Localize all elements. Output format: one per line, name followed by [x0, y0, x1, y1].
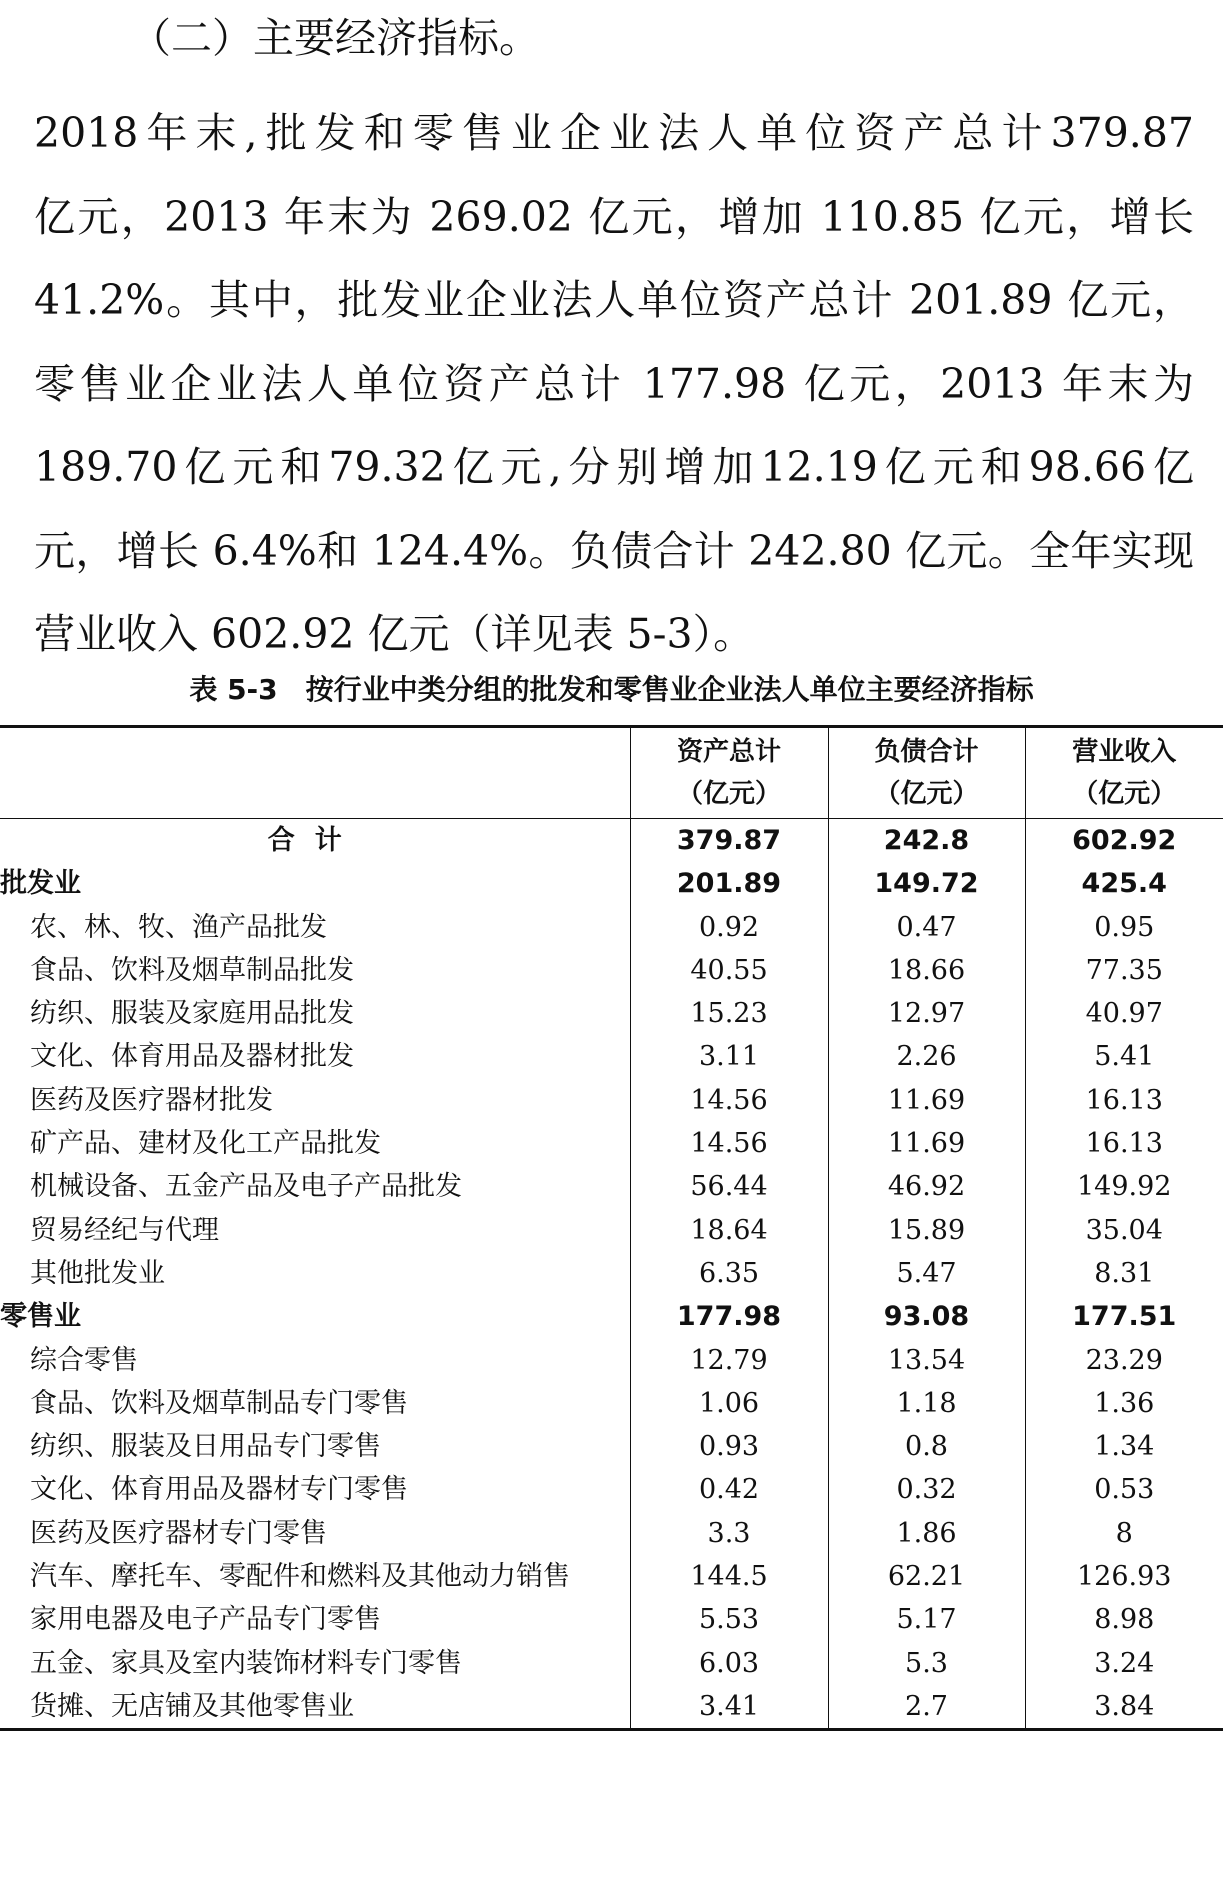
cell-operating-revenue: 425.4 [1025, 862, 1223, 905]
row-category-name: 批发业 [0, 868, 81, 900]
cell-total-assets: 201.89 [630, 862, 828, 905]
header-operating-revenue [1025, 727, 1223, 819]
cell-total-liabilities: 5.17 [828, 1598, 1025, 1641]
table-row [0, 1468, 1223, 1511]
header-label: 营业收入 [1072, 737, 1177, 767]
paragraph-line: 189.70亿元和79.32亿元,分别增加12.19亿元和98.66亿 [34, 443, 1194, 491]
table-row [0, 1685, 1223, 1730]
section-heading: （二）主要经济指标。 [130, 14, 540, 62]
table-row [0, 1209, 1223, 1252]
cell-total-assets: 0.92 [630, 906, 828, 949]
cell-operating-revenue: 1.36 [1025, 1382, 1223, 1425]
cell-operating-revenue: 602.92 [1025, 819, 1223, 863]
cell-total-assets: 5.53 [630, 1598, 828, 1641]
row-category-name: 医药及医疗器材专门零售 [30, 1517, 327, 1549]
cell-total-assets: 6.03 [630, 1642, 828, 1685]
cell-operating-revenue: 40.97 [1025, 992, 1223, 1035]
row-category-name: 综合零售 [30, 1344, 138, 1376]
cell-total-liabilities: 149.72 [828, 862, 1025, 905]
cell-total-liabilities: 1.18 [828, 1382, 1025, 1425]
cell-total-assets: 144.5 [630, 1555, 828, 1598]
cell-operating-revenue: 0.95 [1025, 906, 1223, 949]
cell-total-liabilities: 11.69 [828, 1122, 1025, 1165]
cell-total-liabilities: 15.89 [828, 1209, 1025, 1252]
cell-operating-revenue: 126.93 [1025, 1555, 1223, 1598]
row-category-name: 五金、家具及室内装饰材料专门零售 [30, 1647, 462, 1679]
cell-operating-revenue: 8 [1025, 1512, 1223, 1555]
header-category [0, 727, 630, 819]
row-category-name: 汽车、摩托车、零配件和燃料及其他动力销售 [30, 1561, 570, 1593]
cell-total-assets: 40.55 [630, 949, 828, 992]
row-category-name: 机械设备、五金产品及电子产品批发 [30, 1171, 462, 1203]
cell-operating-revenue: 16.13 [1025, 1122, 1223, 1165]
cell-operating-revenue: 8.31 [1025, 1252, 1223, 1295]
table-row [0, 819, 1223, 863]
cell-total-liabilities: 13.54 [828, 1339, 1025, 1382]
paragraph-line: 2018年末,批发和零售业企业法人单位资产总计379.87 [34, 109, 1194, 157]
cell-total-assets: 0.93 [630, 1425, 828, 1468]
cell-total-liabilities: 0.8 [828, 1425, 1025, 1468]
table-row [0, 1642, 1223, 1685]
paragraph-line: 亿元，2013 年末为 269.02 亿元，增加 110.85 亿元，增长 [34, 192, 1194, 241]
cell-total-liabilities: 0.32 [828, 1468, 1025, 1511]
cell-total-liabilities: 46.92 [828, 1165, 1025, 1208]
table-header-row [0, 727, 1223, 819]
table-row [0, 1295, 1223, 1338]
row-category-name: 货摊、无店铺及其他零售业 [0, 1685, 630, 1730]
row-category-name: 其他批发业 [30, 1257, 165, 1289]
header-unit: （亿元） [874, 779, 979, 809]
table-row [0, 862, 1223, 905]
row-category-name: 食品、饮料及烟草制品专门零售 [30, 1387, 408, 1419]
table-row [0, 1252, 1223, 1295]
cell-total-liabilities: 18.66 [828, 949, 1025, 992]
row-category-name: 矿产品、建材及化工产品批发 [30, 1128, 381, 1160]
table-row [0, 1079, 1223, 1122]
cell-operating-revenue: 5.41 [1025, 1035, 1223, 1078]
table-row [0, 1035, 1223, 1078]
cell-operating-revenue: 23.29 [1025, 1339, 1223, 1382]
cell-total-liabilities: 0.47 [828, 906, 1025, 949]
cell-total-assets: 6.35 [630, 1252, 828, 1295]
row-category-name: 合计 [267, 825, 362, 856]
header-label: 负债合计 [874, 737, 979, 767]
cell-total-assets: 177.98 [630, 1295, 828, 1338]
table-row [0, 1122, 1223, 1165]
paragraph-line: 营业收入 602.92 亿元（详见表 5-3）。 [34, 610, 755, 658]
row-category-name: 纺织、服装及日用品专门零售 [30, 1431, 381, 1463]
row-category-name: 医药及医疗器材批发 [30, 1084, 273, 1116]
table-row [0, 906, 1223, 949]
cell-total-assets: 379.87 [630, 819, 828, 863]
cell-operating-revenue: 1.34 [1025, 1425, 1223, 1468]
cell-total-assets: 18.64 [630, 1209, 828, 1252]
table-row [0, 1382, 1223, 1425]
table-row [0, 949, 1223, 992]
cell-total-liabilities: 5.47 [828, 1252, 1025, 1295]
cell-total-assets: 12.79 [630, 1339, 828, 1382]
row-category-name: 贸易经纪与代理 [30, 1214, 219, 1246]
cell-total-assets: 3.11 [630, 1035, 828, 1078]
table-body [0, 819, 1223, 1730]
table-caption: 表 5-3 按行业中类分组的批发和零售业企业法人单位主要经济指标 [189, 673, 1034, 706]
cell-total-liabilities: 1.86 [828, 1512, 1025, 1555]
row-category-name: 文化、体育用品及器材批发 [30, 1041, 354, 1073]
row-category-name: 食品、饮料及烟草制品批发 [30, 954, 354, 986]
paragraph-line: 零售业企业法人单位资产总计 177.98 亿元，2013 年末为 [34, 359, 1194, 408]
table-row [0, 1339, 1223, 1382]
table-row [0, 1425, 1223, 1468]
header-total-liabilities [828, 727, 1025, 819]
header-unit: （亿元） [676, 779, 781, 809]
cell-total-liabilities: 2.26 [828, 1035, 1025, 1078]
cell-total-assets: 14.56 [630, 1079, 828, 1122]
row-category-name: 农、林、牧、渔产品批发 [30, 911, 327, 943]
cell-total-liabilities: 12.97 [828, 992, 1025, 1035]
body-paragraph [34, 92, 1194, 677]
cell-operating-revenue: 149.92 [1025, 1165, 1223, 1208]
header-unit: （亿元） [1072, 779, 1177, 809]
cell-total-assets: 14.56 [630, 1122, 828, 1165]
cell-operating-revenue: 8.98 [1025, 1598, 1223, 1641]
cell-total-assets: 3.3 [630, 1512, 828, 1555]
cell-operating-revenue: 3.84 [1025, 1685, 1223, 1730]
cell-total-assets: 56.44 [630, 1165, 828, 1208]
row-category-name: 家用电器及电子产品专门零售 [30, 1604, 381, 1636]
cell-operating-revenue: 3.24 [1025, 1642, 1223, 1685]
cell-operating-revenue: 35.04 [1025, 1209, 1223, 1252]
table-row [0, 1512, 1223, 1555]
header-total-assets [630, 727, 828, 819]
cell-operating-revenue: 77.35 [1025, 949, 1223, 992]
cell-total-assets: 15.23 [630, 992, 828, 1035]
cell-total-liabilities: 11.69 [828, 1079, 1025, 1122]
cell-total-liabilities: 93.08 [828, 1295, 1025, 1338]
table-row [0, 1165, 1223, 1208]
row-category-name: 零售业 [0, 1301, 81, 1333]
row-category-name: 文化、体育用品及器材专门零售 [30, 1474, 408, 1506]
cell-total-assets: 0.42 [630, 1468, 828, 1511]
header-label: 资产总计 [676, 737, 781, 767]
paragraph-line: 41.2%。其中，批发业企业法人单位资产总计 201.89 亿元， [34, 276, 1194, 324]
cell-total-assets: 3.41 [630, 1685, 828, 1730]
cell-total-assets: 1.06 [630, 1382, 828, 1425]
table-row [0, 1598, 1223, 1641]
table-row [0, 1555, 1223, 1598]
cell-total-liabilities: 242.8 [828, 819, 1025, 863]
economic-indicators-table [0, 725, 1223, 1731]
cell-operating-revenue: 177.51 [1025, 1295, 1223, 1338]
cell-total-liabilities: 5.3 [828, 1642, 1025, 1685]
cell-operating-revenue: 16.13 [1025, 1079, 1223, 1122]
cell-total-liabilities: 2.7 [828, 1685, 1025, 1730]
cell-operating-revenue: 0.53 [1025, 1468, 1223, 1511]
cell-total-liabilities: 62.21 [828, 1555, 1025, 1598]
paragraph-line: 元，增长 6.4%和 124.4%。负债合计 242.80 亿元。全年实现 [34, 526, 1194, 575]
row-category-name: 纺织、服装及家庭用品批发 [30, 998, 354, 1030]
table-row [0, 992, 1223, 1035]
